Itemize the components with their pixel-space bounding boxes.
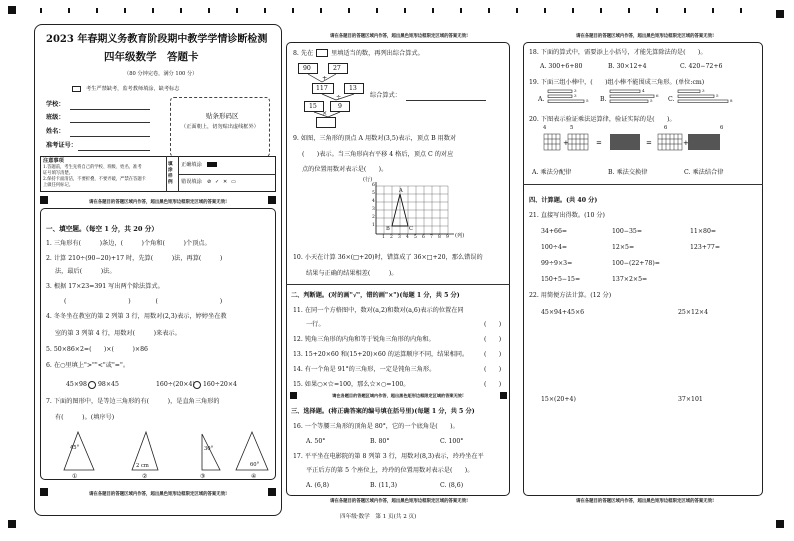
simplify-1: 45×94+45×6 [541,309,585,316]
q19-b-len-3: 5 [650,98,653,103]
absent-note: 考生严禁缺考，监考教师填涂，缺考标志 [86,86,180,92]
question-2: 2. 计算 210÷(90−20)+17 时，先算( )法，再算( ) [46,255,223,262]
section-4-title: 四、计算题。(共 40 分) [529,197,598,204]
q17-option-b[interactable]: B. (11,3) [370,482,398,489]
q19-option-b[interactable]: B. [600,96,607,103]
question-3: 3. 根据 17×23=391 写出两个除法算式。 [46,283,164,290]
q20-grid-figures [538,128,738,158]
section-1-title: 一、填空题。（每空 1 分，共 20 分） [46,225,158,233]
q8-combined-label: 综合算式： [370,92,401,99]
q9-y-tick-3: 3 [372,207,375,212]
calc-11: 137×2×5= [612,276,648,283]
q16-option-c[interactable]: C. 100° [440,438,464,445]
q17-option-a[interactable]: A. (6,8) [306,482,330,489]
page-footer: 四年级·数学 第 1 页(共 2 页) [340,514,417,520]
q19-c-len-3: 8 [730,98,733,103]
correct-fill-label: 正确填涂 [181,162,202,168]
question-13: 13. 15+20×60 和(15+20)×60 的运算顺序不同，结果相同。 [293,351,469,358]
q9-y-tick-2: 2 [372,215,375,220]
page-subtitle: 四年级数学 答题卡 [104,51,199,63]
simplify-3: 15×(20+4) [541,396,576,403]
answer-area-notice-5: 请在各题目的答题区域内作答，超出黑色矩形边框限定区域的答案无效! [329,499,469,504]
class-label: 班级： [46,114,65,121]
question-3-answers: ( ) ( ) [64,298,223,305]
school-label: 学校： [46,101,65,108]
triangle-3-angle: 30° [204,446,214,452]
svg-text:=: = [646,139,652,147]
question-13-paren[interactable]: ( ) [484,351,502,358]
notes-line-4: 上做任何标记。 [43,183,74,188]
question-12: 12. 钝角三角形的内角和等于锐角三角形的内角和。 [293,336,435,343]
q19-a-len-3: 5 [586,98,589,103]
simplify-2: 25×12×4 [678,309,709,316]
q9-x-tick-1: 1 [382,235,385,240]
q18-option-b[interactable]: B. 30×12+4 [608,63,647,70]
q8-num-13: 13 [349,85,357,92]
svg-text:=: = [596,139,602,147]
q6-expr-a: 45×98 [66,381,87,388]
question-15-paren[interactable]: ( ) [484,381,502,388]
question-22: 22. 用简便方法计算。(12 分) [529,292,612,299]
q19-a-len-1: 3 [574,88,577,93]
calc-2: 100−35= [612,228,643,235]
q8-num-27: 27 [333,65,341,72]
question-21: 21. 直接写出得数。(10 分) [529,212,605,219]
q8-num-9: 9 [338,103,342,110]
q16-option-b[interactable]: B. 80° [370,438,390,445]
ticket-label: 准考证号： [46,142,77,149]
q9-point-b: B [386,226,390,232]
q8-combined-line[interactable] [406,100,486,101]
triangle-2-length: 2 cm [136,463,149,469]
q9-x-tick-2: 2 [390,235,393,240]
calc-3: 11×80= [690,228,717,235]
question-9-line-2: ( )表示。当三角形向右平移 4 格后，顶点 C 的对应 [302,151,454,158]
calc-8: 100−(22+78)= [612,260,660,267]
svg-text:+: + [563,139,569,147]
question-15: 15. 如果○×☆=100，那么☆×○=100。 [293,381,410,388]
calc-5: 12×5= [612,244,635,251]
q8-num-117: 117 [316,85,328,92]
answer-area-notice-6: 请在各题目的答题区域内作答，超出黑色矩形边框限定区域的答案无效! [575,34,715,39]
q8-num-15: 15 [309,103,317,110]
q9-x-tick-9: 9 [446,235,449,240]
question-8-cont: 里填适当的数，再列出综合算式。 [331,50,424,57]
question-11: 11. 在同一个方格图中，数对(a,2)和数对(a,6)表示的位置在同 [293,307,464,314]
question-7-cont: 有( )。(填序号) [55,414,115,421]
calc-1: 34+66= [541,228,568,235]
svg-text:+: + [683,139,689,147]
triangle-label-1: ① [72,473,78,480]
barcode-title: 贴条形码区 [206,112,239,120]
q19-c-len-2: 5 [716,93,719,98]
notes-line-3: 2.保持卡面清洁，不要折叠，不要弄破，严禁在答题卡 [43,177,146,182]
q16-option-a[interactable]: A. 50° [306,438,326,445]
question-10-line-1: 10. 小天在计算 36×(□+20)时，错算成了 36×□+20，那么错误的 [293,254,483,261]
question-17-cont: 平正后方的第 5 个座位上，玲玲的位置用数对表示是( )。 [306,467,474,474]
ticket-line[interactable] [78,150,150,151]
q8-box-icon [316,49,328,57]
q9-x-tick-7: 7 [430,235,433,240]
wrong-fill-marks: ⊘ ✓ ✕ ▭ [207,179,237,185]
q9-coordinate-grid [368,180,488,250]
q9-y-tick-4: 4 [372,199,375,204]
question-2-cont: 法，最后( )法。 [55,268,116,275]
barcode-note: （正面朝上，切勿贴出虚线框外） [181,124,259,130]
name-line[interactable] [70,136,150,137]
q6-expr-b: 98×45 [98,381,119,388]
q9-y-tick-6: 6 [372,183,375,188]
triangle-1-angle: 45° [70,445,80,451]
q20-num-6b: 6 [720,125,724,131]
q9-point-c: C [409,226,413,232]
question-9-line-3: 点的位置用数对表示是( )。 [302,166,388,173]
q9-axis-y: (行) [363,177,373,183]
q17-option-c[interactable]: C. (8,6) [440,482,464,489]
question-6: 6. 在○里填上">""<"或"="。 [46,362,130,369]
right-column-border [523,42,763,496]
absent-checkbox[interactable] [72,86,81,92]
time-note: （80 分钟完卷，满分 100 分） [124,71,198,77]
triangle-figures [60,428,260,478]
class-line[interactable] [70,122,150,123]
q8-tree-lines [296,60,376,130]
q20-num-6a: 6 [664,125,668,131]
q20-num-4: 4 [543,125,547,131]
answer-area-notice-3: 请在各题目的答题区域内作答，超出黑色矩形边框限定区域的答案无效! [329,34,469,39]
question-4: 4. 冬冬坐在教室的第 2 列第 3 行，用数对(2,3)表示，婷婷坐在教 [46,313,227,320]
q9-y-tick-5: 5 [372,191,375,196]
question-16: 16. 一个等腰三角形的顶角是 80°，它的一个底角是( )。 [293,423,459,430]
answer-area-notice-2: 请在各题目的答题区域内作答，超出黑色矩形边框限定区域的答案无效! [88,492,228,497]
q9-x-tick-5: 5 [414,235,417,240]
q9-x-tick-3: 3 [398,235,401,240]
calc-7: 99÷9×3= [541,260,573,267]
q9-y-tick-1: 1 [372,223,375,228]
question-4-cont: 室的第 3 列第 4 行，用数对( )来表示。 [55,330,181,337]
section-2-title: 二、判断题。(对的画"√"，错的画"×")(每题 1 分，共 5 分) [291,292,460,299]
q9-x-tick-8: 8 [438,235,441,240]
calc-4: 100÷4= [541,244,568,251]
q6-circle-2[interactable] [193,381,201,389]
triangle-4-angle: 60° [250,462,260,468]
answer-area-notice-4: 请在各题目的答题区域内作答，超出黑色矩形边框限定区域的答案无效! [332,393,464,398]
q6-expr-c: 160÷(20×4) [156,381,195,388]
question-11-cont: 一行。 [306,321,325,328]
question-7: 7. 下面的图形中，是等边三角形的有( )，是直角三角形的 [46,398,220,405]
question-5: 5. 50×86×2=( )×( )×86 [46,346,148,353]
question-19: 19. 下面三组小棒中，( )组小棒不能围成三角形。(单位:cm) [529,79,705,86]
question-18: 18. 下面的算式中，需要添上小括号，才能先算除法的是( )。 [529,49,707,56]
q8-num-90: 90 [303,65,311,72]
page-title: 2023 年春期义务教育阶段期中教学学情诊断检测 [46,34,268,45]
question-10-line-2: 结果与正确的结果相差( )。 [306,270,398,277]
correct-fill-mark [207,162,217,167]
question-1: 1. 三角形有( )条边，( )个角和( )个顶点。 [46,240,211,247]
q8-op-plus: + [322,75,328,82]
q20-num-5: 5 [570,125,574,131]
question-14-paren[interactable]: ( ) [484,366,502,373]
triangle-label-2: ② [142,473,148,480]
q6-circle-1[interactable] [88,381,96,389]
school-line[interactable] [70,109,150,110]
q19-b-len-2: 6 [656,93,659,98]
q19-option-a[interactable]: A. [538,96,545,103]
q8-op-mul: × [322,110,328,117]
triangle-label-3: ③ [200,473,206,480]
question-8: 8. 先在 [293,50,314,57]
q9-x-tick-4: 4 [406,235,409,240]
notes-line-1: 1.答题前，考生先将自己的学校、班级、姓名、准考 [43,165,142,170]
section-3-title: 三、选择题。(将正确答案的编号填在括号里)(每题 1 分，共 5 分) [291,408,475,415]
triangle-label-4: ④ [251,473,257,480]
question-17: 17. 平平坐在电影院的第 8 列第 3 行，用数对(8,3)表示，玲玲坐在平 [293,453,484,460]
q20-option-b[interactable]: B. 乘法交换律 [608,169,648,176]
q9-x-tick-6: 6 [422,235,425,240]
q18-option-a[interactable]: A. 300+6+80 [540,63,583,70]
q20-option-a[interactable]: A. 乘法分配律 [532,169,572,176]
q9-axis-x: (列) [455,233,465,239]
q9-point-a: A [399,188,403,194]
q19-a-len-2: 3 [574,93,577,98]
answer-area-notice-7: 请在各题目的答题区域内作答，超出黑色矩形边框限定区域的答案无效! [575,499,715,504]
calc-6: 123+77= [690,244,721,251]
notes-line-2: 证号填写清楚。 [43,171,74,176]
question-9-line-1: 9. 如图，三角形的顶点 A 用数对(3,5)表示，顶点 B 用数对 [293,135,457,142]
question-20: 20. 下图表示验证乘法运算律，验证实际的是( )。 [529,116,676,123]
q18-option-c[interactable]: C. 420−72+6 [680,63,723,70]
name-label: 姓名： [46,128,65,135]
answer-area-notice: 请在各题目的答题区域内作答，超出黑色矩形边框限定区域的答案无效! [88,200,228,205]
q19-option-c[interactable]: C. [668,96,675,103]
q19-c-len-1: 3 [702,88,705,93]
q19-b-len-1: 4 [642,88,645,93]
simplify-4: 37×101 [678,396,703,403]
calc-10: 150+5−15= [541,276,581,283]
question-14: 14. 有一个角是 91°的三角形，一定是钝角三角形。 [293,366,436,373]
fill-sample-title: 填涂样例 [168,162,173,185]
q6-expr-d: 160÷20×4 [203,381,237,388]
question-12-paren[interactable]: ( ) [484,336,502,343]
q8-op-div: ÷ [336,94,342,101]
notes-title: 注意事项 [43,158,64,164]
wrong-fill-label: 错误填涂 [181,179,202,185]
q20-option-c[interactable]: C. 乘法结合律 [684,169,724,176]
question-11-paren[interactable]: ( ) [484,321,502,328]
